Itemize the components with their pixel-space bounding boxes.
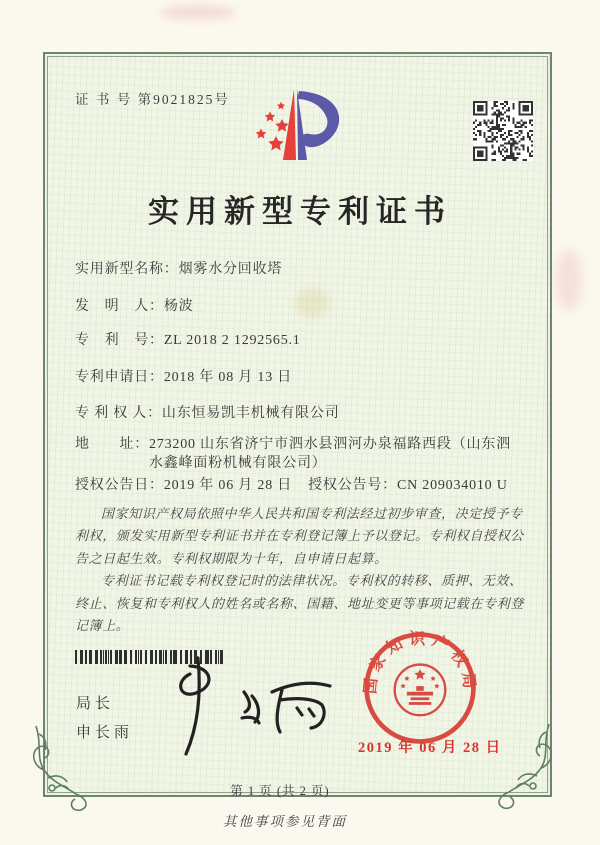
scan-smudge	[160, 5, 235, 20]
qr-code	[473, 101, 533, 161]
legal-paragraph-2: 专利证书记载专利权登记时的法律状况。专利权的转移、质押、无效、终止、恢复和专利权人的姓名或名称、国籍、地址变更等事项记载在专利登记簿上。	[75, 573, 524, 634]
back-note: 其他事项参见背面	[223, 814, 347, 829]
field-value: 2018 年 08 月 13 日	[163, 370, 293, 385]
director-title: 局长	[76, 696, 115, 712]
legal-paragraph-1: 国家知识产权局依照中华人民共和国专利法经过初步审查，决定授予专利权，颁发实用新型专利证书并在专利登记簿上予以登记。专利权自授权公告之日起生效。专利权期限为十年，自申请日起算。	[75, 506, 524, 566]
director-name: 申长雨	[76, 725, 134, 741]
field-row-name	[75, 260, 545, 279]
field-value: ZL 2018 2 1292565.1	[163, 333, 301, 348]
seal-text: 国家知识产权局	[362, 630, 478, 695]
field-label: 专 利 权 人：	[75, 406, 162, 421]
cnipa-logo-icon	[240, 76, 352, 178]
field-value: 杨波	[163, 299, 194, 314]
seal-date: 2019 年 06 月 28 日	[358, 740, 502, 756]
field-row-patent-number	[75, 331, 545, 350]
national-emblem-icon	[395, 665, 446, 716]
field-value: 山东恒易凯丰机械有限公司	[161, 406, 340, 421]
field-row-grant	[75, 476, 545, 495]
field-value: 2019 年 06 月 28 日	[163, 478, 293, 493]
field-label: 授权公告日：	[75, 478, 164, 493]
field-label: 专 利 号：	[75, 333, 164, 348]
field-label: 授权公告号：	[308, 478, 397, 493]
field-value: 烟雾水分回收塔	[178, 262, 283, 277]
signature-shen-changyu	[160, 652, 340, 764]
field-row-address	[75, 435, 545, 473]
certificate-title: 实用新型专利证书	[148, 194, 452, 229]
page-number: 第 1 页 (共 2 页)	[230, 784, 330, 798]
field-label: 发 明 人：	[75, 299, 164, 314]
field-row-filing-date	[75, 368, 545, 387]
field-label: 地 址：	[75, 437, 149, 452]
svg-text:国家知识产权局	[360, 630, 479, 695]
field-value: 273200 山东省济宁市泗水县泗河办泉福路西段（山东泗水鑫峰面粉机械有限公司）	[149, 437, 511, 471]
field-value: CN 209034010 U	[396, 478, 508, 493]
corner-ornament-left	[26, 722, 98, 814]
field-row-inventor	[75, 297, 545, 316]
field-label: 专利申请日：	[75, 370, 164, 385]
scan-smudge	[556, 250, 582, 310]
certificate-number: 证 书 号 第9021825号	[75, 92, 230, 107]
field-label: 实用新型名称：	[75, 262, 179, 277]
field-row-patentee	[75, 404, 545, 423]
